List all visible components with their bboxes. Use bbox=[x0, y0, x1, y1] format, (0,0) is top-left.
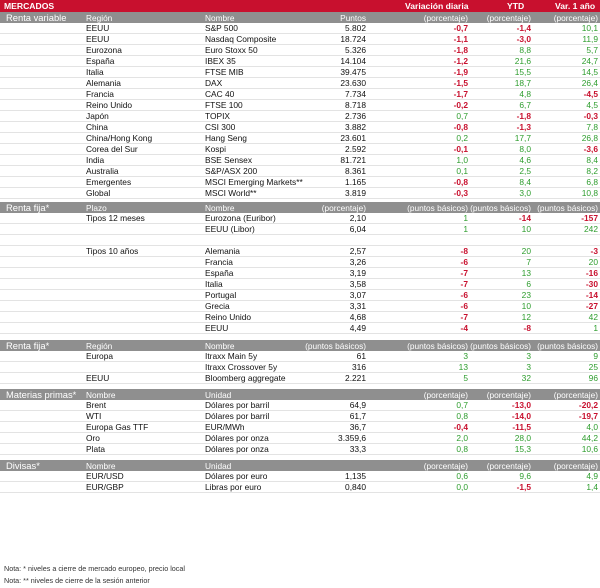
row-label: Emergentes bbox=[86, 177, 132, 187]
column-header: Nombre bbox=[86, 390, 116, 400]
row-name: S&P 500 bbox=[205, 23, 238, 33]
daily-change: -0,1 bbox=[453, 144, 468, 154]
row-value: 1.165 bbox=[345, 177, 366, 187]
daily-change: 0,1 bbox=[456, 166, 468, 176]
table-row bbox=[0, 23, 600, 34]
row-name: Portugal bbox=[205, 290, 237, 300]
row-name: EUR/MWh bbox=[205, 422, 245, 432]
row-name: Dólares por barril bbox=[205, 400, 270, 410]
column-header: Nombre bbox=[205, 203, 235, 213]
section-materias-primas bbox=[0, 389, 600, 455]
ytd-change: 8,8 bbox=[519, 45, 531, 55]
daily-change: -8 bbox=[460, 246, 468, 256]
table-row bbox=[0, 155, 600, 166]
daily-change: -1,7 bbox=[453, 89, 468, 99]
row-name: EEUU (Libor) bbox=[205, 224, 255, 234]
column-header: (puntos básicos) bbox=[305, 341, 366, 351]
row-name: Dólares por onza bbox=[205, 433, 269, 443]
row-name: Grecia bbox=[205, 301, 230, 311]
row-value: 2,10 bbox=[349, 213, 366, 223]
year-change: 42 bbox=[588, 312, 598, 322]
row-value: 2.592 bbox=[345, 144, 366, 154]
section-header bbox=[0, 12, 600, 23]
table-row bbox=[0, 213, 600, 224]
row-value: 36,7 bbox=[349, 422, 366, 432]
daily-change: -0,8 bbox=[453, 177, 468, 187]
row-value: 3,19 bbox=[349, 268, 366, 278]
note-1: Nota: * niveles a cierre de mercado europeo, precio local bbox=[4, 564, 185, 573]
daily-change: -0,3 bbox=[453, 188, 468, 198]
col-daily-change-header: Variación diaria bbox=[405, 1, 469, 11]
row-label: China bbox=[86, 122, 108, 132]
year-change: 1,4 bbox=[586, 482, 598, 492]
daily-change: 0,0 bbox=[456, 482, 468, 492]
table-row bbox=[0, 166, 600, 177]
table-row bbox=[0, 482, 600, 493]
row-label: Oro bbox=[86, 433, 100, 443]
row-label: Tipos 12 meses bbox=[86, 213, 145, 223]
table-row bbox=[0, 290, 600, 301]
section-renta-variable bbox=[0, 12, 600, 199]
daily-change: -0,4 bbox=[453, 422, 468, 432]
ytd-change: 3,0 bbox=[519, 188, 531, 198]
row-value: 316 bbox=[352, 362, 366, 372]
row-label: Europa Gas TTF bbox=[86, 422, 149, 432]
year-change: 26,8 bbox=[581, 133, 598, 143]
ytd-change: 8,4 bbox=[519, 177, 531, 187]
row-label: Japón bbox=[86, 111, 109, 121]
row-value: 8.361 bbox=[345, 166, 366, 176]
daily-change: -1,9 bbox=[453, 67, 468, 77]
ytd-change: 8,0 bbox=[519, 144, 531, 154]
daily-change: 1 bbox=[463, 224, 468, 234]
year-change: -30 bbox=[585, 279, 598, 289]
table-row bbox=[0, 188, 600, 199]
table-row bbox=[0, 444, 600, 455]
section-divisas bbox=[0, 460, 600, 493]
row-name: Dólares por onza bbox=[205, 444, 269, 454]
row-value: 39.475 bbox=[340, 67, 366, 77]
row-value: 3.882 bbox=[345, 122, 366, 132]
table-row bbox=[0, 246, 600, 257]
row-name: MSCI World** bbox=[205, 188, 257, 198]
ytd-change: 10 bbox=[521, 224, 531, 234]
row-name: Euro Stoxx 50 bbox=[205, 45, 258, 55]
year-change: 10,6 bbox=[581, 444, 598, 454]
ytd-change: 6 bbox=[526, 279, 531, 289]
row-name: Dólares por euro bbox=[205, 471, 268, 481]
table-row bbox=[0, 279, 600, 290]
table-row bbox=[0, 133, 600, 144]
daily-change: -1,5 bbox=[453, 78, 468, 88]
row-value: 6,04 bbox=[349, 224, 366, 234]
ytd-change: -3,0 bbox=[516, 34, 531, 44]
year-change: 9 bbox=[593, 351, 598, 361]
row-label: Eurozona bbox=[86, 45, 122, 55]
row-name: Dólares por barril bbox=[205, 411, 270, 421]
row-value: 2.221 bbox=[345, 373, 366, 383]
table-row bbox=[0, 422, 600, 433]
table-row bbox=[0, 373, 600, 384]
year-change: 4,0 bbox=[586, 422, 598, 432]
row-name: Nasdaq Composite bbox=[205, 34, 277, 44]
daily-change: 0,8 bbox=[456, 411, 468, 421]
section-header bbox=[0, 340, 600, 351]
ytd-change: -14,0 bbox=[511, 411, 531, 421]
daily-change: 0,8 bbox=[456, 444, 468, 454]
section-title: Divisas* bbox=[6, 460, 40, 471]
row-label: EUR/GBP bbox=[86, 482, 124, 492]
row-value: 3,07 bbox=[349, 290, 366, 300]
year-change: -157 bbox=[581, 213, 598, 223]
daily-change: 13 bbox=[458, 362, 468, 372]
table-row bbox=[0, 34, 600, 45]
ytd-change: -1,4 bbox=[516, 23, 531, 33]
year-change: 24,7 bbox=[581, 56, 598, 66]
column-header: Nombre bbox=[86, 461, 116, 471]
column-header: (puntos básicos) bbox=[537, 341, 598, 351]
row-name: Alemania bbox=[205, 246, 240, 256]
ytd-change: 3 bbox=[526, 351, 531, 361]
daily-change: 2,0 bbox=[456, 433, 468, 443]
year-change: -16 bbox=[585, 268, 598, 278]
col-year-change-header: Var. 1 año bbox=[555, 1, 596, 11]
row-label: China/Hong Kong bbox=[86, 133, 153, 143]
row-name: Kospi bbox=[205, 144, 226, 154]
section-title: Renta fija* bbox=[6, 340, 50, 351]
year-change: 44,2 bbox=[581, 433, 598, 443]
row-value: 3,31 bbox=[349, 301, 366, 311]
column-header: (puntos básicos) bbox=[470, 203, 531, 213]
table-row bbox=[0, 257, 600, 268]
ytd-change: -1,8 bbox=[516, 111, 531, 121]
year-change: 10,8 bbox=[581, 188, 598, 198]
ytd-change: 15,3 bbox=[514, 444, 531, 454]
row-value: 3,26 bbox=[349, 257, 366, 267]
row-name: Bloomberg aggregate bbox=[205, 373, 286, 383]
table-row bbox=[0, 471, 600, 482]
row-name: CAC 40 bbox=[205, 89, 235, 99]
ytd-change: 9,6 bbox=[519, 471, 531, 481]
row-name: Itraxx Main 5y bbox=[205, 351, 258, 361]
row-name: DAX bbox=[205, 78, 223, 88]
row-name: Eurozona (Euribor) bbox=[205, 213, 276, 223]
year-change: 11,9 bbox=[582, 34, 598, 44]
table-row bbox=[0, 400, 600, 411]
table-row bbox=[0, 235, 600, 246]
table-row bbox=[0, 433, 600, 444]
daily-change: -4 bbox=[460, 323, 468, 333]
row-value: 18.724 bbox=[340, 34, 366, 44]
daily-change: 0,2 bbox=[456, 133, 468, 143]
year-change: 25 bbox=[588, 362, 598, 372]
row-name: CSI 300 bbox=[205, 122, 236, 132]
daily-change: -6 bbox=[460, 290, 468, 300]
table-row bbox=[0, 78, 600, 89]
column-header: Plazo bbox=[86, 203, 107, 213]
row-label: Italia bbox=[86, 67, 104, 77]
row-label: EEUU bbox=[86, 373, 110, 383]
column-header: Nombre bbox=[205, 341, 235, 351]
column-header: Puntos bbox=[340, 13, 366, 23]
col-ytd-header: YTD bbox=[507, 1, 525, 11]
row-value: 5.802 bbox=[345, 23, 366, 33]
table-row bbox=[0, 67, 600, 78]
column-header: Región bbox=[86, 13, 113, 23]
row-value: 8.718 bbox=[345, 100, 366, 110]
column-header: Nombre bbox=[205, 13, 235, 23]
daily-change: -7 bbox=[460, 268, 468, 278]
column-header: (porcentaje) bbox=[486, 13, 531, 23]
year-change: -0,3 bbox=[583, 111, 598, 121]
row-name: Itraxx Crossover 5y bbox=[205, 362, 278, 372]
markets-title: MERCADOS bbox=[4, 1, 55, 11]
year-change: 5,7 bbox=[586, 45, 598, 55]
year-change: -4,5 bbox=[583, 89, 598, 99]
row-name: MSCI Emerging Markets** bbox=[205, 177, 303, 187]
daily-change: -6 bbox=[460, 257, 468, 267]
daily-change: 1 bbox=[463, 213, 468, 223]
year-change: 10,1 bbox=[581, 23, 598, 33]
ytd-change: 18,7 bbox=[514, 78, 531, 88]
row-value: 3.819 bbox=[345, 188, 366, 198]
daily-change: -1,1 bbox=[453, 34, 468, 44]
row-label: Brent bbox=[86, 400, 107, 410]
column-header: (porcentaje) bbox=[553, 390, 598, 400]
ytd-change: 12 bbox=[521, 312, 531, 322]
row-value: 0,840 bbox=[345, 482, 366, 492]
ytd-change: 32 bbox=[521, 373, 531, 383]
daily-change: 3 bbox=[463, 351, 468, 361]
column-header: (porcentaje) bbox=[486, 390, 531, 400]
daily-change: -0,2 bbox=[453, 100, 468, 110]
row-label: EEUU bbox=[86, 34, 110, 44]
column-header: (puntos básicos) bbox=[470, 341, 531, 351]
row-name: España bbox=[205, 268, 234, 278]
table-row bbox=[0, 323, 600, 334]
section-title: Materias primas* bbox=[6, 389, 77, 400]
ytd-change: -11,5 bbox=[512, 422, 531, 432]
daily-change: 0,6 bbox=[456, 471, 468, 481]
row-label: Global bbox=[86, 188, 111, 198]
table-row bbox=[0, 100, 600, 111]
daily-change: -0,8 bbox=[453, 122, 468, 132]
daily-change: 1,0 bbox=[456, 155, 468, 165]
row-value: 64,9 bbox=[349, 400, 366, 410]
column-header: (porcentaje) bbox=[486, 461, 531, 471]
markets-header-bar bbox=[0, 0, 600, 12]
row-name: EEUU bbox=[205, 323, 229, 333]
column-header: (porcentaje) bbox=[553, 13, 598, 23]
table-row bbox=[0, 312, 600, 323]
row-value: 61 bbox=[356, 351, 366, 361]
row-value: 2.736 bbox=[345, 111, 366, 121]
row-label: España bbox=[86, 56, 115, 66]
daily-change: 5 bbox=[463, 373, 468, 383]
ytd-change: 15,5 bbox=[514, 67, 531, 77]
section-renta-fija-credito bbox=[0, 340, 600, 384]
row-label: Plata bbox=[86, 444, 106, 454]
row-value: 5.326 bbox=[345, 45, 366, 55]
section-header bbox=[0, 460, 600, 471]
section-renta-fija bbox=[0, 202, 600, 334]
row-value: 7.734 bbox=[345, 89, 366, 99]
daily-change: -6 bbox=[460, 301, 468, 311]
year-change: 14,5 bbox=[581, 67, 598, 77]
row-value: 3.359,6 bbox=[338, 433, 366, 443]
ytd-change: 28,0 bbox=[514, 433, 531, 443]
row-value: 33,3 bbox=[349, 444, 366, 454]
row-name: Francia bbox=[205, 257, 233, 267]
row-value: 1,135 bbox=[345, 471, 366, 481]
column-header: Región bbox=[86, 341, 113, 351]
column-header: (puntos básicos) bbox=[407, 203, 468, 213]
ytd-change: 13 bbox=[521, 268, 531, 278]
column-header: (puntos básicos) bbox=[407, 341, 468, 351]
row-name: Libras por euro bbox=[205, 482, 262, 492]
section-title: Renta variable bbox=[6, 12, 67, 23]
row-value: 61,7 bbox=[349, 411, 366, 421]
year-change: -14 bbox=[585, 290, 598, 300]
year-change: -19,7 bbox=[578, 411, 598, 421]
column-header: (porcentaje) bbox=[321, 203, 366, 213]
year-change: 1 bbox=[593, 323, 598, 333]
year-change: 96 bbox=[588, 373, 598, 383]
row-name: Italia bbox=[205, 279, 223, 289]
column-header: Unidad bbox=[205, 461, 232, 471]
note-2: Nota: ** niveles de cierre de la sesión anterior bbox=[4, 576, 150, 585]
ytd-change: 3 bbox=[526, 362, 531, 372]
daily-change: -1,8 bbox=[453, 45, 468, 55]
table-row bbox=[0, 45, 600, 56]
year-change: -3 bbox=[590, 246, 598, 256]
row-value: 23.601 bbox=[340, 133, 366, 143]
year-change: -27 bbox=[585, 301, 598, 311]
ytd-change: 4,8 bbox=[519, 89, 531, 99]
row-label: WTI bbox=[86, 411, 102, 421]
table-row bbox=[0, 56, 600, 67]
row-name: IBEX 35 bbox=[205, 56, 236, 66]
column-header: (puntos básicos) bbox=[537, 203, 598, 213]
column-header: (porcentaje) bbox=[423, 461, 468, 471]
year-change: 7,8 bbox=[586, 122, 598, 132]
ytd-change: -8 bbox=[523, 323, 531, 333]
daily-change: -1,2 bbox=[453, 56, 468, 66]
daily-change: -0,7 bbox=[453, 23, 468, 33]
row-value: 4,68 bbox=[349, 312, 366, 322]
ytd-change: -14 bbox=[518, 213, 531, 223]
table-row bbox=[0, 89, 600, 100]
year-change: 20 bbox=[588, 257, 598, 267]
ytd-change: -1,5 bbox=[516, 482, 531, 492]
ytd-change: 6,7 bbox=[519, 100, 531, 110]
year-change: 8,4 bbox=[586, 155, 598, 165]
daily-change: -7 bbox=[460, 312, 468, 322]
row-name: S&P/ASX 200 bbox=[205, 166, 258, 176]
ytd-change: 10 bbox=[521, 301, 531, 311]
table-row bbox=[0, 351, 600, 362]
row-name: Hang Seng bbox=[205, 133, 247, 143]
row-name: FTSE MIB bbox=[205, 67, 244, 77]
table-row bbox=[0, 268, 600, 279]
year-change: 8,2 bbox=[586, 166, 598, 176]
column-header: (porcentaje) bbox=[423, 13, 468, 23]
row-value: 4,49 bbox=[349, 323, 366, 333]
row-value: 81.721 bbox=[340, 155, 366, 165]
row-label: Reino Unido bbox=[86, 100, 133, 110]
year-change: 4,5 bbox=[586, 100, 598, 110]
row-label: Tipos 10 años bbox=[86, 246, 139, 256]
row-name: BSE Sensex bbox=[205, 155, 253, 165]
row-label: Alemania bbox=[86, 78, 121, 88]
table-row bbox=[0, 177, 600, 188]
table-row bbox=[0, 224, 600, 235]
column-header: (porcentaje) bbox=[553, 461, 598, 471]
ytd-change: 7 bbox=[526, 257, 531, 267]
row-label: Europa bbox=[86, 351, 114, 361]
table-row bbox=[0, 144, 600, 155]
column-header: Unidad bbox=[205, 390, 232, 400]
table-row bbox=[0, 111, 600, 122]
row-value: 2,57 bbox=[349, 246, 366, 256]
row-value: 3,58 bbox=[349, 279, 366, 289]
row-label: Francia bbox=[86, 89, 114, 99]
row-label: Australia bbox=[86, 166, 119, 176]
year-change: 26,4 bbox=[581, 78, 598, 88]
year-change: 6,8 bbox=[586, 177, 598, 187]
row-label: EUR/USD bbox=[86, 471, 124, 481]
ytd-change: 2,5 bbox=[519, 166, 531, 176]
table-row bbox=[0, 362, 600, 373]
row-name: Reino Unido bbox=[205, 312, 252, 322]
row-name: FTSE 100 bbox=[205, 100, 243, 110]
column-header: (porcentaje) bbox=[423, 390, 468, 400]
ytd-change: 4,6 bbox=[519, 155, 531, 165]
ytd-change: 21,6 bbox=[514, 56, 531, 66]
row-label: India bbox=[86, 155, 105, 165]
ytd-change: 23 bbox=[521, 290, 531, 300]
year-change: -3,6 bbox=[583, 144, 598, 154]
row-name: TOPIX bbox=[205, 111, 230, 121]
daily-change: 0,7 bbox=[456, 111, 468, 121]
table-row bbox=[0, 411, 600, 422]
ytd-change: 17,7 bbox=[514, 133, 531, 143]
section-header bbox=[0, 202, 600, 213]
row-value: 14.104 bbox=[340, 56, 366, 66]
ytd-change: 20 bbox=[521, 246, 531, 256]
year-change: 242 bbox=[584, 224, 598, 234]
section-title: Renta fija* bbox=[6, 202, 50, 213]
year-change: 4,9 bbox=[586, 471, 598, 481]
table-row bbox=[0, 301, 600, 312]
year-change: -20,2 bbox=[578, 400, 598, 410]
table-row bbox=[0, 122, 600, 133]
ytd-change: -13,0 bbox=[511, 400, 531, 410]
row-label: EEUU bbox=[86, 23, 110, 33]
section-header bbox=[0, 389, 600, 400]
daily-change: 0,7 bbox=[456, 400, 468, 410]
daily-change: -7 bbox=[460, 279, 468, 289]
ytd-change: -1,3 bbox=[516, 122, 531, 132]
row-value: 23.630 bbox=[340, 78, 366, 88]
markets-table bbox=[0, 12, 600, 493]
row-label: Corea del Sur bbox=[86, 144, 138, 154]
